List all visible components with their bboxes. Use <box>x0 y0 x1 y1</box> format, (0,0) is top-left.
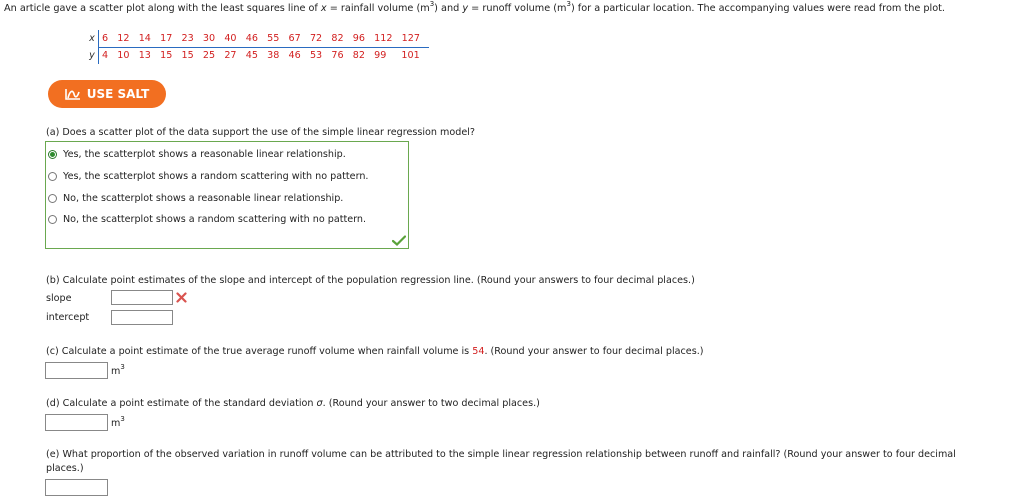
x-row <box>86 30 429 47</box>
intro-text-5: ) for a particular location. The accompanying values were read from the plot. <box>570 3 946 14</box>
radio-button[interactable] <box>48 172 57 181</box>
radio-button[interactable] <box>48 194 57 203</box>
x-value: 30 <box>202 32 216 44</box>
part-c-text-end: . (Round your answer to four decimal places.) <box>484 346 704 357</box>
intro-text-1: An article gave a scatter plot along with the least squares line of <box>4 3 321 14</box>
choice-2[interactable] <box>48 171 368 182</box>
y-value: 45 <box>245 50 258 61</box>
x-value: 127 <box>401 32 420 44</box>
part-b-question: (b) Calculate point estimates of the slope and intercept of the population regression line. (Round your answers to four decimal places.) <box>46 275 695 286</box>
part-d-text-end: . (Round your answer to two decimal places.) <box>322 398 540 409</box>
superscript-3: 3 <box>429 0 435 8</box>
part-c-input[interactable] <box>45 362 108 379</box>
superscript-3: 3 <box>566 0 571 8</box>
x-value: 14 <box>138 32 151 44</box>
y-row-label: y <box>86 47 99 64</box>
intercept-input[interactable] <box>111 310 173 325</box>
part-d-unit: $m^3$ <box>111 414 125 429</box>
salt-icon <box>65 87 81 101</box>
y-value: 15 <box>181 50 194 61</box>
part-e-input[interactable] <box>45 479 108 496</box>
y-value: 53 <box>309 50 323 61</box>
x-value: 6 <box>102 32 109 44</box>
y-value: 15 <box>160 50 173 61</box>
y-variable: y <box>462 3 469 14</box>
x-value: 12 <box>117 32 130 44</box>
choice-label: Yes, the scatterplot shows a random scattering with no pattern. <box>63 171 369 182</box>
part-e-question-cont: places.) <box>46 463 84 474</box>
part-d-question <box>46 398 540 409</box>
x-value: 112 <box>374 32 393 44</box>
y-value: 38 <box>267 50 280 61</box>
x-values <box>99 30 429 48</box>
use-salt-label: USE SALT <box>86 87 150 101</box>
x-value: 67 <box>288 32 301 44</box>
y-value: 25 <box>202 50 216 61</box>
problem-statement <box>4 0 946 14</box>
y-value: 76 <box>331 50 344 61</box>
y-value: 46 <box>288 50 301 61</box>
choice-label: No, the scatterplot shows a random scattering with no pattern. <box>63 214 367 225</box>
y-value: 10 <box>117 50 130 61</box>
x-value: 72 <box>309 32 323 44</box>
choice-label: No, the scatterplot shows a reasonable linear relationship. <box>63 193 344 204</box>
radio-selected[interactable] <box>48 150 57 159</box>
x-row-label: x <box>86 30 99 47</box>
y-value: 101 <box>401 50 420 61</box>
y-value: 13 <box>138 50 151 61</box>
y-value: 27 <box>224 50 237 61</box>
intro-text-4: = runoff volume (m <box>468 3 567 14</box>
radio-button[interactable] <box>48 215 57 224</box>
choice-1[interactable] <box>48 149 346 160</box>
part-c-question <box>46 346 704 357</box>
part-c-unit: $m^3$ <box>111 362 125 377</box>
sigma-symbol: σ <box>316 398 323 409</box>
x-value: 55 <box>267 32 280 44</box>
intercept-label: intercept <box>46 312 90 323</box>
y-value: 99 <box>374 50 387 61</box>
x-value: 82 <box>331 32 344 44</box>
part-a-question: (a) Does a scatter plot of the data support the use of the simple linear regression model? <box>46 127 475 138</box>
part-c-text: (c) Calculate a point estimate of the true average runoff volume when rainfall volume is <box>46 346 473 357</box>
y-values <box>99 50 429 61</box>
x-value: 96 <box>352 32 365 44</box>
x-value: 40 <box>224 32 237 44</box>
part-c-value: 54 <box>472 346 485 357</box>
intro-text-2: = rainfall volume (m <box>326 3 430 14</box>
choice-3[interactable] <box>48 193 343 204</box>
x-value: 23 <box>181 32 194 44</box>
part-d-input[interactable] <box>45 414 108 431</box>
data-table <box>86 30 429 64</box>
y-value: 4 <box>102 50 109 61</box>
part-e-question: (e) What proportion of the observed variation in runoff volume can be attributed to the simple linear regression relationship between runoff and rainfall? (Round your answer to four decimal <box>46 449 956 460</box>
choice-4[interactable] <box>48 214 366 225</box>
slope-label: slope <box>46 293 72 304</box>
y-row <box>86 47 429 64</box>
y-value: 82 <box>352 50 365 61</box>
incorrect-x-icon <box>176 292 187 306</box>
use-salt-button[interactable] <box>48 80 166 108</box>
correct-check-icon <box>392 235 406 249</box>
slope-input[interactable] <box>111 290 173 305</box>
choice-label: Yes, the scatterplot shows a reasonable linear relationship. <box>63 149 346 160</box>
x-variable: x <box>320 3 327 14</box>
intro-text-3: ) and <box>434 3 463 14</box>
part-d-text: (d) Calculate a point estimate of the standard deviation <box>46 398 317 409</box>
x-value: 46 <box>245 32 258 44</box>
x-value: 17 <box>160 32 173 44</box>
